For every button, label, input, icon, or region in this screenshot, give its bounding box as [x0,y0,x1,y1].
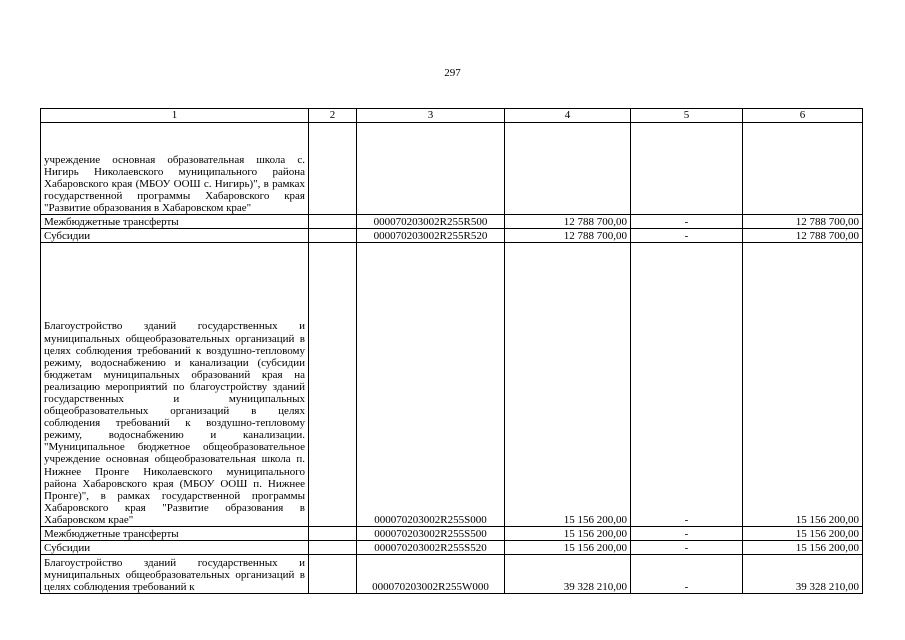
row-code: 000070203002R255W000 [357,555,505,594]
row-col5: - [631,215,743,229]
row-amount: 15 156 200,00 [505,527,631,541]
row-code: 000070203002R255S500 [357,527,505,541]
row-total: 15 156 200,00 [743,541,863,555]
row-code: 000070203002R255S000 [357,243,505,527]
row-code: 000070203002R255S520 [357,541,505,555]
table-row [41,215,863,229]
row-amount [505,123,631,215]
table-row [41,229,863,243]
row-col2 [309,229,357,243]
row-description: Межбюджетные трансферты [41,527,309,541]
row-col2 [309,555,357,594]
table-row [41,527,863,541]
column-header: 5 [631,109,743,123]
row-col2 [309,527,357,541]
row-col2 [309,215,357,229]
row-description: Субсидии [41,229,309,243]
column-header: 2 [309,109,357,123]
row-description: Межбюджетные трансферты [41,215,309,229]
row-col2 [309,541,357,555]
row-col5: - [631,541,743,555]
row-description: Субсидии [41,541,309,555]
row-code: 000070203002R255R520 [357,229,505,243]
row-code [357,123,505,215]
table-header-row [41,109,863,123]
row-total: 12 788 700,00 [743,215,863,229]
column-header: 4 [505,109,631,123]
row-amount: 12 788 700,00 [505,215,631,229]
row-amount: 15 156 200,00 [505,243,631,527]
row-col2 [309,243,357,527]
table-row [41,541,863,555]
row-amount: 12 788 700,00 [505,229,631,243]
row-col2 [309,123,357,215]
row-description: учреждение основная образовательная школа с. Нигирь Николаевского муниципального района Хабаровского края (МБОУ ООШ с. Нигирь)", в рамках государственной программы Хабаровского края "Развитие образования в Хабаровском крае" [41,123,309,215]
row-total: 39 328 210,00 [743,555,863,594]
table-row [41,555,863,594]
table-row [41,243,863,527]
row-amount: 39 328 210,00 [505,555,631,594]
column-header: 3 [357,109,505,123]
row-total: 15 156 200,00 [743,243,863,527]
row-col5: - [631,527,743,541]
row-col5 [631,123,743,215]
row-total: 15 156 200,00 [743,527,863,541]
column-header: 6 [743,109,863,123]
row-total: 12 788 700,00 [743,229,863,243]
column-header: 1 [41,109,309,123]
row-amount: 15 156 200,00 [505,541,631,555]
row-col5: - [631,243,743,527]
row-total [743,123,863,215]
page-number: 297 [444,67,461,79]
row-description: Благоустройство зданий государственных и муниципальных общеобразовательных организаций в целях соблюдения требований к воздушно-тепловому режиму, водоснабжению и канализации (субсидии бюджетам муниципальных образований края на реализацию мероприятий по благоустройству зданий государственных и муниципальных общеобразовательных организаций в целях соблюдения требований к воздушно-тепловому режиму, водоснабжению и канализации. "Муниципальное бюджетное общеобразовательное учреждение основная общеобразовательная школа п. Нижнее Пронге Николаевского муниципального района Хабаровского края (МБОУ ООШ п. Нижнее Пронге)", в рамках государственной программы Хабаровского края "Развитие образования в Хабаровском крае" [41,243,309,527]
row-code: 000070203002R255R500 [357,215,505,229]
row-col5: - [631,229,743,243]
budget-table [40,108,863,594]
row-col5: - [631,555,743,594]
table-row [41,123,863,215]
row-description: Благоустройство зданий государственных и муниципальных общеобразовательных организаций в целях соблюдения требований к [41,555,309,594]
